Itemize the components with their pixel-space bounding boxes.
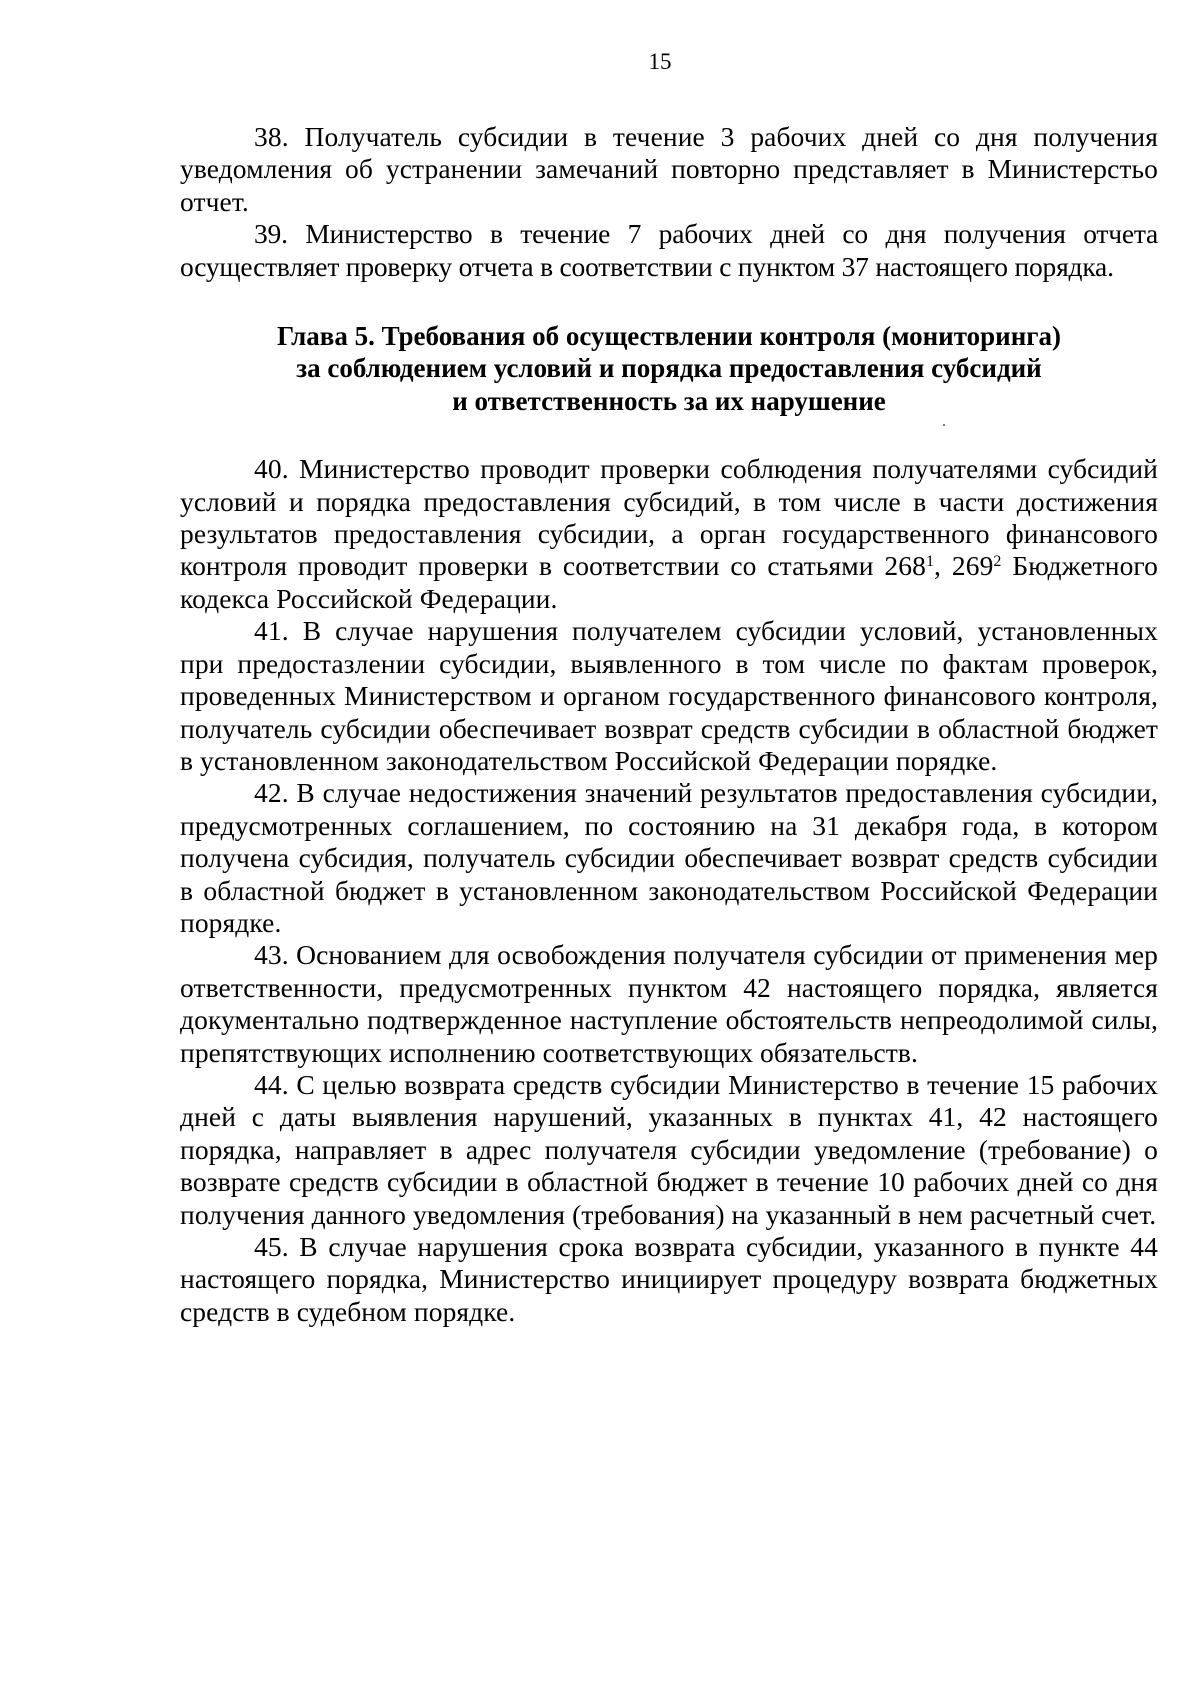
- paragraph-38: [180, 121, 1158, 218]
- chapter-heading-line-3: и ответственность за их нарушение: [452, 385, 886, 416]
- superscript-269: 2: [993, 553, 1002, 571]
- paragraph-text: Основанием для освобождения получателя субсидии от применения мер ответственности, предусмотренных пунктом 42 настоящего порядка, является документально подтвержденное наступление обстоятельств непреодолимой силы, препятствующих исполнению соответствующих обязательств.: [180, 939, 1158, 1068]
- chapter-heading: [180, 320, 1158, 417]
- superscript-268: 1: [925, 553, 935, 571]
- chapter-heading-line-1: Глава 5. Требования об осуществлении контроля (мониторинга): [276, 321, 1062, 352]
- paragraph-number: 44.: [254, 1068, 289, 1100]
- paragraph-text: В случае нарушения получателем субсидии условий, установленных при предостазлении субсидии, выявленного в том числе по фактам проверок, проведенных Министерством и органом государственного финансового контроля, получатель субсидии обеспечивает возврат средств субсидии в областной бюджет в установленном законодательством Российской Федерации порядке.: [180, 615, 1158, 776]
- paragraph-42: [180, 777, 1158, 939]
- paragraph-number: 43.: [254, 939, 289, 971]
- paragraph-text: С целью возврата средств субсидии Министерство в течение 15 рабочих дней с даты выявления нарушений, указанных в пунктах 41, 42 настоящего порядка, направляет в адрес получателя субсидии уведомление (требование) о возврате средств субсидии в областной бюджет в течение 10 рабочих дней со дня получения данного уведомления (требования) на указанный в нем расчетный счет.: [180, 1068, 1158, 1230]
- scan-speck: [943, 424, 945, 426]
- paragraph-text: Министерство проводит проверки соблюдения получателями субсидий условий и порядка предоставления субсидий, в том числе в части достижения результатов предоставления субсидии, а орган государственного финансового контроля проводит проверки в соответствии со статьями 268: [180, 453, 1158, 582]
- page-number: 15: [648, 49, 672, 74]
- paragraph-41: [180, 615, 1158, 777]
- paragraph-number: 38.: [254, 121, 289, 152]
- paragraph-number: 42.: [254, 777, 289, 809]
- paragraph-text: Министерство в течение 7 рабочих дней со дня получения отчета осуществляет проверку отчета в соответствии с пунктом 37 настоящего порядка.: [180, 218, 1158, 282]
- paragraph-43: [180, 939, 1158, 1069]
- paragraph-text: В случае нарушения срока возврата субсидии, указанного в пункте 44 настоящего порядка, Министерство инициирует процедуру возврата бюджетных средств в судебном порядке.: [180, 1231, 1158, 1327]
- paragraph-text: В случае недостижения значений результатов предоставления субсидии, предусмотренных соглашением, по состоянию на 31 декабря года, в котором получена субсидия, получатель субсидии обеспечивает возврат средств субсидии в областной бюджет в установленном законодательством Российской Федерации порядке.: [180, 777, 1158, 938]
- paragraph-number: 39.: [254, 218, 288, 250]
- paragraph-44: [180, 1069, 1158, 1231]
- paragraph-text-cont: , 269: [934, 550, 994, 582]
- paragraph-number: 41.: [254, 615, 289, 647]
- paragraph-45: [180, 1231, 1158, 1328]
- document-body: [180, 121, 1158, 1328]
- paragraph-40: [180, 453, 1158, 615]
- paragraph-number: 40.: [254, 453, 289, 485]
- paragraph-text: Получатель субсидии в течение 3 рабочих дней со дня получения уведомления об устранении замечаний повторно представляет в Министерстьо отчет.: [180, 121, 1158, 217]
- paragraph-number: 45.: [254, 1231, 289, 1262]
- chapter-heading-line-2: за соблюдением условий и порядка предоставления субсидий: [296, 353, 1042, 384]
- paragraph-text-end: Бюджетного кодекса Российской Федерации.: [180, 550, 1158, 614]
- paragraph-39: [180, 218, 1158, 283]
